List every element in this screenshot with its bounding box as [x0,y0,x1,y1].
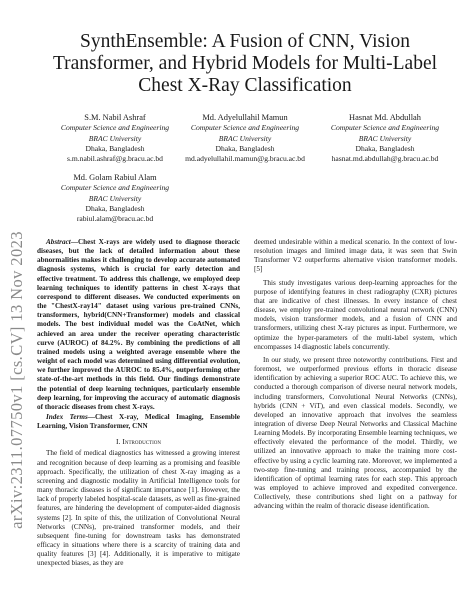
author-email: s.m.nabil.ashraf@g.bracu.ac.bd [67,154,163,164]
title-line: SynthEnsemble: A Fusion of CNN, Vision [79,31,410,52]
author-dept: Computer Science and Engineering [60,183,170,193]
abstract-label: Abstract [46,238,71,246]
paper-title [40,31,450,97]
author-block [310,113,460,164]
arxiv-identifier-margin [7,175,26,585]
author-institution: BRAC University [88,193,142,203]
author-block [40,113,190,164]
title-line: Chest X-Ray Classification [138,75,352,96]
index-terms [37,413,240,431]
body-paragraph: This study investigates various deep-learning approaches for the purpose of identifying features in chest radiography (CXR) pictures that are indicative of chest illnesses. In every instance of chest disease, we employ pre-trained convolutional neural network (CNN) models, vision transformer models, and a fusion of CNN and transformers, utilizing chest X-ray pictures as input. Furthermore, we optimize the hyper-parameters of the multi-label system, which encompasses 14 diagnostic labels concurrently. [254,278,457,351]
arxiv-id: arXiv:2311.07750v1 [cs.CV] 13 Nov 2023 [7,231,26,529]
intro-paragraph: The field of medical diagnostics has witnessed a growing interest and recognition because of deep learning as a promising and feasible approach. Specifically, the utilization of chest X-ray imaging as a screening and diagnostic modality in Artificial Intelligence tools for many thoracic diseases is of significant importance [1]. However, the lack of properly labeled hospital-scale datasets, as well as fine-grained features, are hindering the development of computer-aided diagnosis systems [2]. In spite of this, the utilization of Convolutional Neural Networks (CNNs), pre-trained transformer models, and their subsequent fine-tuning for downstream tasks has demonstrated efficacy in situations where there is a scarcity of training data and quality features [3] [4]. Additionally, it is imperative to mitigate unexpected biases, as they are [37,449,240,568]
index-terms-label: Index Terms [46,412,88,421]
author-block [170,113,320,164]
author-email: md.adyelullahil.mamun@g.bracu.ac.bd [185,154,305,164]
left-column [37,238,240,568]
body-paragraph: In our study, we present three noteworthy contributions. First and foremost, we outperformed previous efforts in thoracic disease identification by achieving a superior ROC AUC. To achieve this, we conducted a thorough comparison of diverse neural network models, including transformers, Convolutional Neural Networks (CNNs), hybrids (CNN + ViT), and even classical models. Secondly, we developed an innovative approach that involves the seamless integration of diverse Deep Neural Networks and Classical Machine Learning Models. By incorporating Ensemble learning techniques, we effectively elevated the performance of the model. Thirdly, we utilized an innovative approach to make the training more cost-effective by using a cyclic learning rate. Moreover, we implemented a two-step fine-tuning and training process, accompanied by the identification of optimal learning rates for each step. This approach was employed to achieve improved and expedited convergence. Collectively, these contributions shed light on a pathway for advancing within the realm of thoracic disease identification. [254,355,457,511]
author-city: Dhaka, Bangladesh [85,203,145,213]
author-name: Hasnat Md. Abdullah [349,113,421,122]
author-name: Md. Adyelullahil Mamun [202,113,288,122]
author-city: Dhaka, Bangladesh [355,143,415,153]
index-terms-text: —Chest X-ray, Medical Imaging, Ensemble Learning, Vision Transformer, CNN [37,412,240,431]
author-dept: Computer Science and Engineering [60,123,170,133]
author-name: S.M. Nabil Ashraf [84,113,146,122]
author-email: hasnat.md.abdullah@g.bracu.ac.bd [331,154,439,164]
author-dept: Computer Science and Engineering [330,123,440,133]
author-city: Dhaka, Bangladesh [215,143,275,153]
body-paragraph: deemed undesirable within a medical scenario. In the context of low-resolution images and limited image data, it was seen that Swin Transformer V2 outperforms alternative vision transformer models. [5] [254,238,457,274]
right-column [254,238,457,512]
author-dept: Computer Science and Engineering [190,123,300,133]
abstract-text: —Chest X-rays are widely used to diagnose thoracic diseases, but the lack of detailed information about these abnormalities makes it challenging to develop accurate automated diagnosis systems, which is crucial for early detection and effective treatment. To address this challenge, we employed deep learning techniques to identify patterns in chest X-rays that correspond to different diseases. We conducted experiments on the "ChestX-ray14" dataset using various pre-trained CNNs, transformers, hybrid(CNN+Transformer) models and classical models. The best individual model was the CoAtNet, which achieved an area under the receiver operating characteristic curve (AUROC) of 84.2%. By combining the predictions of all trained models using a weighted average ensemble where the weight of each model was determined using differential evolution, we further improved the AUROC to 85.4%, outperforming other state-of-the-art methods in this field. Our findings demonstrate the potential of deep learning techniques, particularly ensemble deep learning, for improving the accuracy of automatic diagnosis of thoracic diseases from chest X-rays. [37,238,240,411]
author-institution: BRAC University [358,133,412,143]
title-line: Transformer, and Hybrid Models for Multi-Label [52,53,438,74]
abstract [37,238,240,412]
author-city: Dhaka, Bangladesh [85,143,145,153]
author-email: rabiul.alam@bracu.ac.bd [76,214,154,224]
author-institution: BRAC University [218,133,272,143]
author-name: Md. Golam Rabiul Alam [73,173,157,182]
section-heading: I. Introduction [116,437,161,447]
author-block [40,173,190,224]
author-institution: BRAC University [88,133,142,143]
